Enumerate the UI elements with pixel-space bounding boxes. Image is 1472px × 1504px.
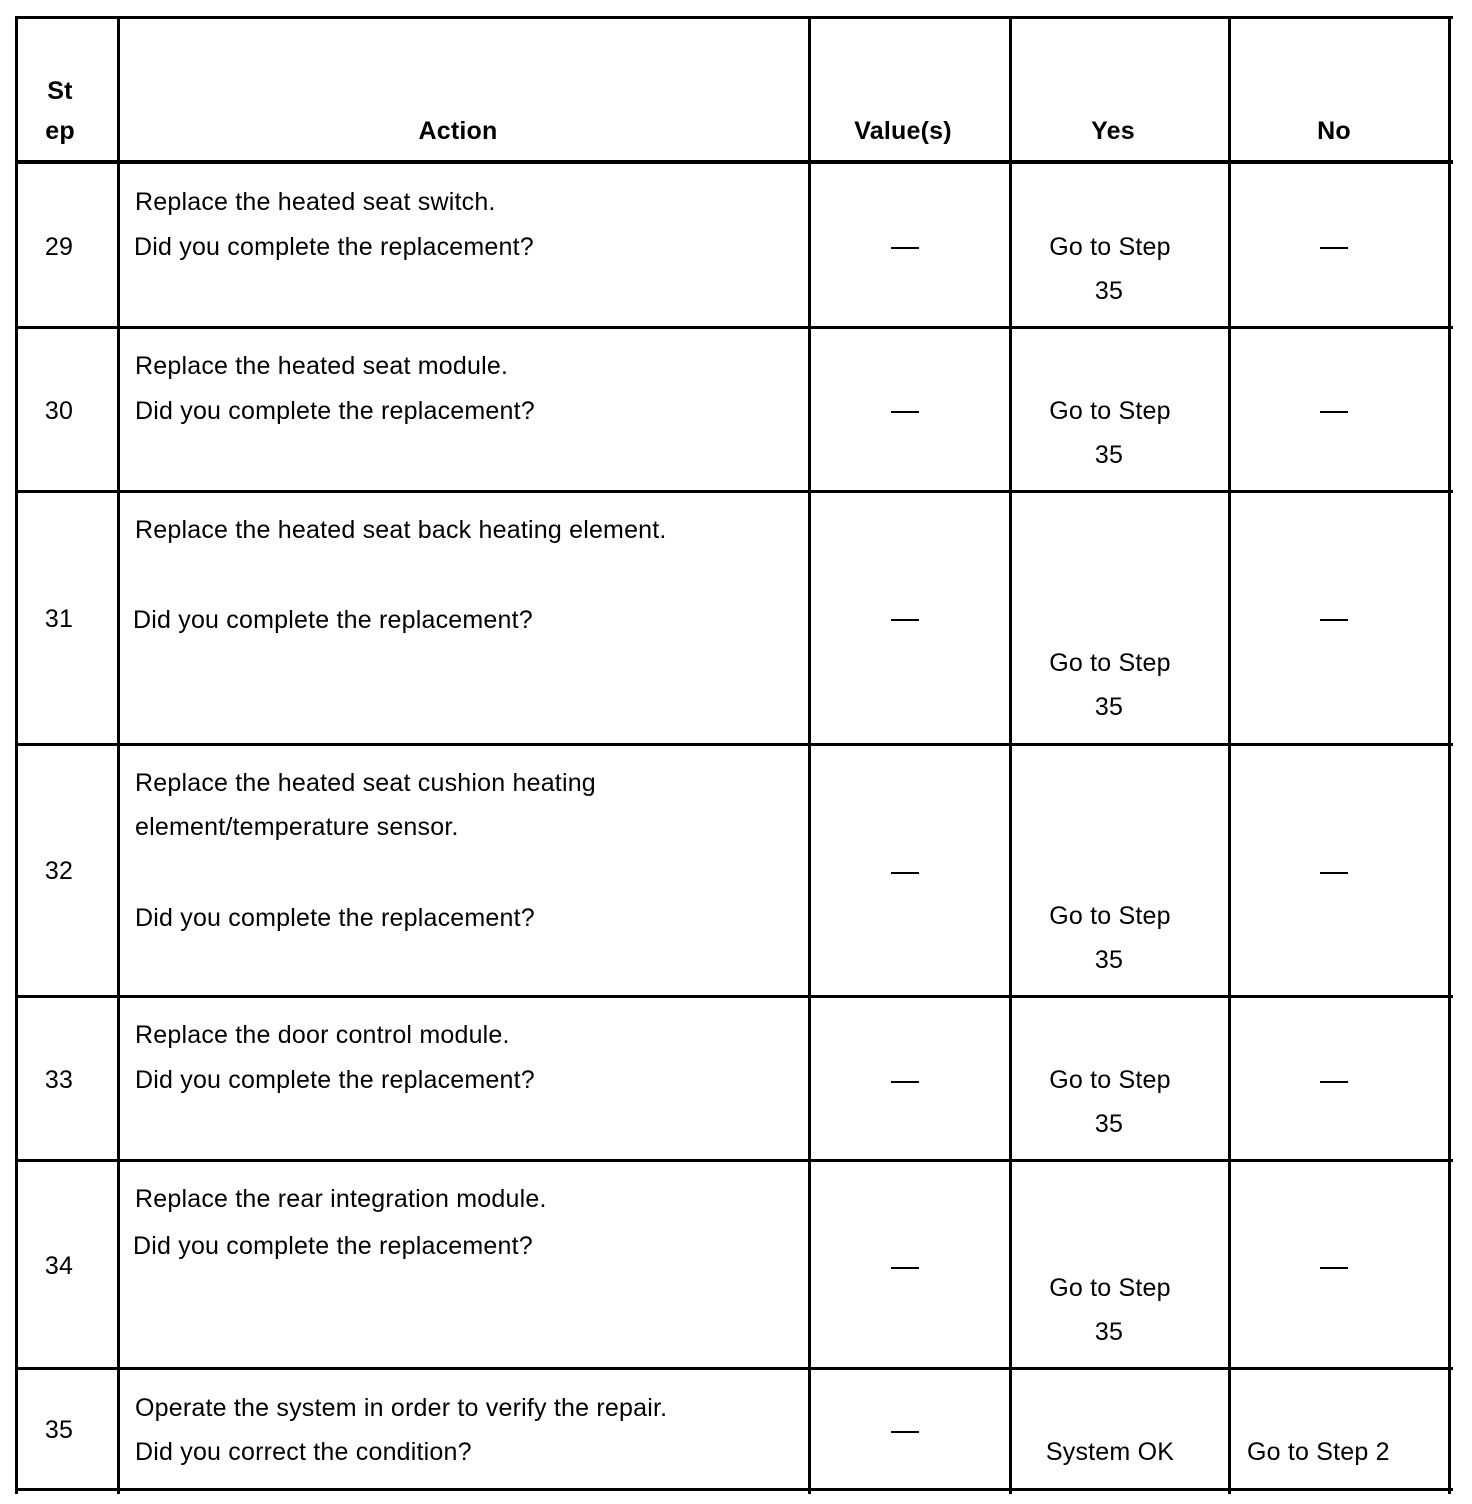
table-border-top: [15, 16, 1453, 19]
step-number: 31: [44, 605, 74, 633]
value-dash: [891, 1431, 919, 1433]
action-text: Replace the rear integration module.: [135, 1185, 547, 1213]
step-number: 33: [44, 1066, 74, 1094]
action-text: Replace the heated seat cushion heating: [135, 769, 596, 797]
yes-text: Go to Step: [1049, 1066, 1171, 1094]
yes-step: 35: [1094, 277, 1124, 305]
action-text: Operate the system in order to verify the repair.: [135, 1394, 668, 1422]
header-no: No: [1317, 117, 1351, 145]
action-question: Did you correct the condition?: [135, 1438, 472, 1466]
step-number: 30: [44, 397, 74, 425]
action-question: Did you complete the replacement?: [134, 233, 534, 261]
action-question: Did you complete the replacement?: [133, 1232, 533, 1260]
header-yes: Yes: [1091, 117, 1135, 145]
action-text-continued: element/temperature sensor.: [135, 813, 459, 841]
value-dash: [891, 247, 919, 249]
row-divider: [15, 326, 1453, 329]
column-divider-yes: [1228, 16, 1231, 1494]
value-dash: [891, 1267, 919, 1269]
action-text: Replace the door control module.: [135, 1021, 510, 1049]
yes-step: 35: [1094, 946, 1124, 974]
value-dash: [891, 872, 919, 874]
column-divider-action: [808, 16, 811, 1494]
yes-step: 35: [1094, 441, 1124, 469]
action-question: Did you complete the replacement?: [135, 1066, 535, 1094]
action-text: Replace the heated seat back heating element.: [135, 516, 667, 544]
step-number: 29: [44, 233, 74, 261]
value-dash: [891, 411, 919, 413]
header-action: Action: [418, 117, 498, 145]
no-dash: [1320, 247, 1348, 249]
yes-text: Go to Step: [1049, 397, 1171, 425]
no-dash: [1320, 1081, 1348, 1083]
yes-step: 35: [1094, 693, 1124, 721]
row-divider: [15, 490, 1453, 493]
yes-step: 35: [1094, 1110, 1124, 1138]
table-border-left: [15, 16, 18, 1494]
no-text: Go to Step 2: [1247, 1438, 1390, 1466]
action-question: Did you complete the replacement?: [133, 606, 533, 634]
value-dash: [891, 619, 919, 621]
action-question: Did you complete the replacement?: [135, 904, 535, 932]
action-question: Did you complete the replacement?: [135, 397, 535, 425]
action-text: Replace the heated seat switch.: [135, 188, 496, 216]
step-number: 35: [44, 1416, 74, 1444]
value-dash: [891, 1081, 919, 1083]
table-border-right: [1448, 16, 1451, 1494]
column-divider-step: [117, 16, 120, 1494]
column-divider-values: [1009, 16, 1012, 1494]
yes-text: Go to Step: [1049, 649, 1171, 677]
table-border-bottom: [15, 1488, 1453, 1491]
header-divider: [15, 160, 1453, 164]
yes-text: System OK: [1045, 1438, 1175, 1466]
yes-text: Go to Step: [1049, 1274, 1171, 1302]
header-step-line1: St: [47, 77, 73, 105]
row-divider: [15, 995, 1453, 998]
header-values: Value(s): [854, 117, 952, 145]
step-number: 32: [44, 857, 74, 885]
no-dash: [1320, 1267, 1348, 1269]
yes-text: Go to Step: [1049, 902, 1171, 930]
no-dash: [1320, 411, 1348, 413]
step-number: 34: [44, 1252, 74, 1280]
header-step-line2: ep: [45, 117, 75, 145]
no-dash: [1320, 872, 1348, 874]
action-text: Replace the heated seat module.: [135, 352, 509, 380]
row-divider: [15, 743, 1453, 746]
no-dash: [1320, 619, 1348, 621]
yes-text: Go to Step: [1049, 233, 1171, 261]
yes-step: 35: [1094, 1318, 1124, 1346]
row-divider: [15, 1159, 1453, 1162]
row-divider: [15, 1367, 1453, 1370]
